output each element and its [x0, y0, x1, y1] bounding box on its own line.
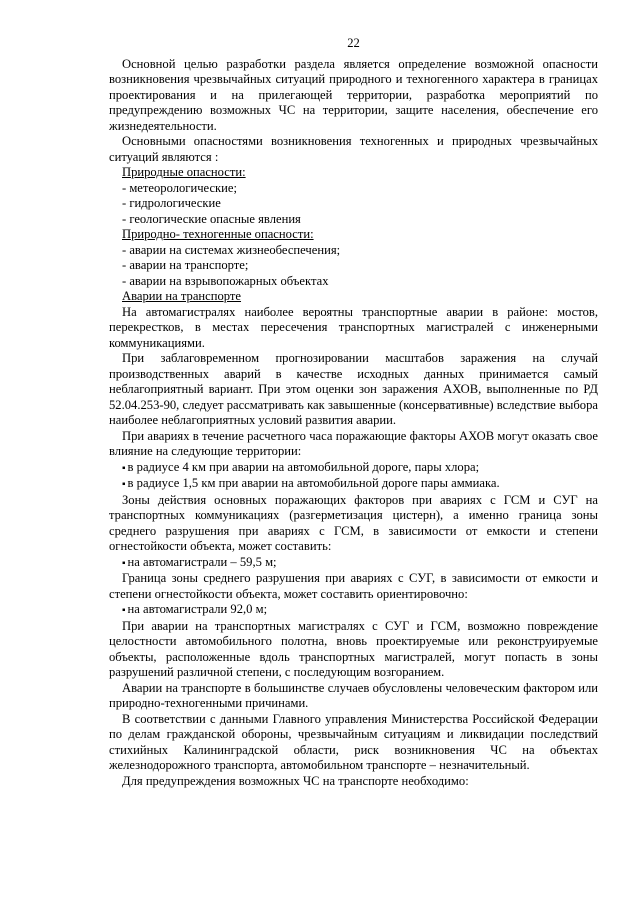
document-page	[109, 36, 598, 789]
paragraph-road-damage: При аварии на транспортных магистралях с СУГ и ГСМ, возможно повреждение целостности автомобильного полотна, вновь проектируемые или реконструируемые объекты, расположенные вдоль транспортных магистралей, могут попасть в зоны разрушений различной степени, с последующим возгоранием.	[109, 618, 598, 679]
bullet-item: ▪ в радиусе 4 км при аварии на автомобильной дороге, пары хлора;	[109, 460, 598, 477]
paragraph-sug-boundary: Граница зоны среднего разрушения при авариях с СУГ, в зависимости от емкости и степени огнестойкости объекта, может составить ориентировочно:	[109, 571, 598, 601]
paragraph-gsm-sug-zones: Зоны действия основных поражающих факторов при авариях с ГСМ и СУГ на транспортных коммуникациях (разгерметизация цистерн), а именно граница зоны среднего разрушения при авариях с ГСМ, в зависимости от емкости и степени огнестойкости объекта, может составить:	[109, 492, 598, 553]
list-item: - аварии на транспорте;	[122, 258, 249, 272]
paragraph-human-factor: Аварии на транспорте в большинстве случаев обусловлены человеческим фактором или природно-техногенными причинами.	[109, 680, 598, 710]
heading-natural-technogenic-hazards: Природно- техногенные опасности:	[122, 227, 314, 241]
bullet-item: ▪ на автомагистрали 92,0 м;	[109, 602, 598, 619]
bullet-item: ▪ в радиусе 1,5 км при аварии на автомобильной дороге пары аммиака.	[109, 476, 598, 493]
heading-natural-hazards: Природные опасности:	[122, 165, 246, 179]
bullet-item: ▪ на автомагистрали – 59,5 м;	[109, 555, 598, 572]
list-item: - аварии на системах жизнеобеспечения;	[122, 242, 341, 257]
paragraph-ahov-factors: При авариях в течение расчетного часа поражающие факторы АХОВ могут оказать свое влияние на следующие территории:	[109, 428, 598, 458]
list-item: - гидрологические	[122, 196, 221, 210]
paragraph-forecasting: При заблаговременном прогнозировании масштабов заражения на случай производственных аварий в качестве исходных данных принимается самый неблагоприятный вариант. При этом оценки зон заражения АХОВ, выполненные по РД 52.04.253-90, следует рассматривать как завышенные (консервативные) вследствие выбора наиболее неблагоприятных условий развития аварии.	[109, 351, 598, 427]
page-number: 22	[347, 36, 360, 50]
paragraph-goal: Основной целью разработки раздела является определение возможной опасности возникновения чрезвычайных ситуаций природного и техногенного характера в границах проектирования и на прилегающей территории, разработка мероприятий по предупреждению возможных ЧС на территории, защите населения, обеспечение его жизнедеятельности.	[109, 56, 598, 133]
paragraph-main-hazards: Основными опасностями возникновения техногенных и природных чрезвычайных ситуаций являются :	[109, 134, 598, 164]
paragraph-highways: На автомагистралях наиболее вероятны транспортные аварии в районе: мостов, перекрестков, в местах пересечения транспортных магистралей с инженерными коммуникациями.	[109, 304, 598, 350]
list-item: - аварии на взрывопожарных объектах	[122, 273, 329, 288]
paragraph-emercom-data: В соответствии с данными Главного управления Министерства Российской Федерации по делам гражданской обороны, чрезвычайным ситуациям и ликвидации последствий стихийных Калининградской области, риск возникновения ЧС на объектах железнодорожного транспорта, автомобильном транспорте – незначительный.	[109, 711, 598, 772]
paragraph-prevention: Для предупреждения возможных ЧС на транспорте необходимо:	[122, 773, 469, 788]
list-item: - геологические опасные явления	[122, 211, 301, 226]
list-item: - метеорологические;	[122, 180, 237, 195]
heading-transport-accidents: Аварии на транспорте	[122, 289, 242, 303]
